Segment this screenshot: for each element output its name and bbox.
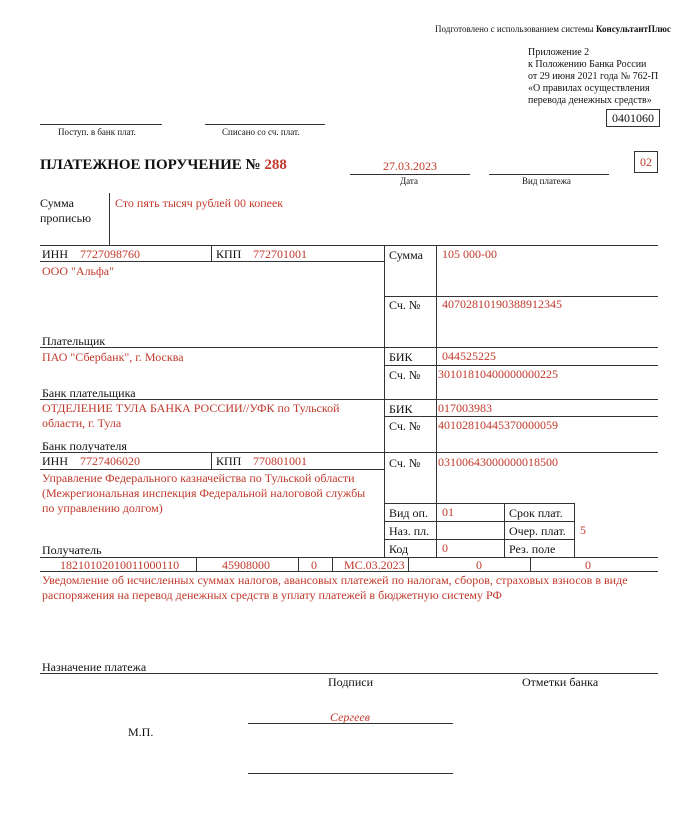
payee-inn-label: ИНН xyxy=(42,454,68,468)
payee-bik-label: БИК xyxy=(389,402,413,416)
payment-type-line xyxy=(489,174,609,175)
amount-words-value: Сто пять тысяч рублей 00 копеек xyxy=(115,196,284,210)
grid-line xyxy=(384,365,658,366)
date-label: Дата xyxy=(400,176,418,186)
payment-type-label: Вид платежа xyxy=(522,176,571,186)
payer-bank-label: Банк плательщика xyxy=(42,386,136,400)
grid-line xyxy=(384,539,574,540)
form-code: 0401060 xyxy=(606,109,660,127)
payee-bank-account: 40102810445370000059 xyxy=(438,418,558,432)
grid-col-divider xyxy=(574,503,575,557)
payer-kpp-label: КПП xyxy=(216,247,242,261)
payer-name: ООО "Альфа" xyxy=(42,264,115,278)
reserve-label: Рез. поле xyxy=(509,542,556,556)
payee-bank-name: ОТДЕЛЕНИЕ ТУЛА БАНКА РОССИИ//УФК по Тульской области, г. Тула xyxy=(42,401,340,430)
appendix-line: Приложение 2 xyxy=(528,47,590,58)
grid-col-divider xyxy=(211,245,212,261)
signature-line-1 xyxy=(248,723,453,724)
op-type: 01 xyxy=(442,505,454,519)
amount-words-label xyxy=(40,196,91,226)
grid-line xyxy=(40,347,658,348)
payer-kpp: 772701001 xyxy=(253,247,307,261)
purpose-label: Назначение платежа xyxy=(42,660,147,674)
payee-account-label: Сч. № xyxy=(389,456,421,470)
sum-value: 105 000-00 xyxy=(442,247,497,261)
status-code: 02 xyxy=(634,151,658,173)
payer-bank-account: 30101810400000000225 xyxy=(438,367,558,381)
payer-account-label: Сч. № xyxy=(389,298,421,312)
date-line xyxy=(350,174,470,175)
grid-col-divider xyxy=(504,503,505,557)
title-text: ПЛАТЕЖНОЕ ПОРУЧЕНИЕ № xyxy=(40,157,265,173)
code-value: 0 xyxy=(442,541,448,555)
payee-kpp-label: КПП xyxy=(216,454,242,468)
appendix-line: к Положению Банка России xyxy=(528,59,647,70)
signatures-label: Подписи xyxy=(328,675,374,689)
payer-bank-name: ПАО "Сбербанк", г. Москва xyxy=(42,350,184,364)
budget-divider xyxy=(298,557,299,571)
amount-words-label-line1: Сумма xyxy=(40,196,74,210)
budget-kbk: 18210102010011000110 xyxy=(60,558,180,572)
purpose-code-label: Наз. пл. xyxy=(389,524,430,538)
stamp-label: М.П. xyxy=(128,725,154,739)
grid-col-divider xyxy=(436,245,437,557)
grid-col-divider xyxy=(211,452,212,469)
payee-kpp: 770801001 xyxy=(253,454,307,468)
order-number: 288 xyxy=(264,157,287,173)
bank-marks-label: Отметки банка xyxy=(522,675,599,689)
payer-account: 40702810190388912345 xyxy=(442,297,562,311)
budget-divider xyxy=(408,557,409,571)
grid-line xyxy=(384,296,436,297)
grid-line xyxy=(384,521,574,522)
op-type-label: Вид оп. xyxy=(389,506,428,520)
priority-label: Очер. плат. xyxy=(509,524,566,538)
payer-inn: 7727098760 xyxy=(80,247,140,261)
consultant-note xyxy=(435,24,671,34)
grid-line xyxy=(40,452,658,453)
budget-divider xyxy=(196,557,197,571)
budget-doc-date: 0 xyxy=(585,558,591,572)
grid-col-divider xyxy=(384,245,385,557)
order-date: 27.03.2023 xyxy=(383,159,437,173)
payee-account: 03100643000000018500 xyxy=(438,455,558,469)
signature: Сергеев xyxy=(330,710,370,724)
term-label: Срок плат. xyxy=(509,506,563,520)
budget-divider xyxy=(332,557,333,571)
budget-basis: 0 xyxy=(311,558,317,572)
received-line xyxy=(40,124,162,125)
appendix-line: «О правилах осуществления xyxy=(528,83,650,94)
purpose-text: Уведомление об исчисленных суммах налогов, авансовых платежей по налогам, сборов, страховых взносов в виде распоряжения на перевод денежных средств в уплату платежей в бюджетную систему РФ xyxy=(42,573,628,602)
debited-label: Списано со сч. плат. xyxy=(222,127,300,137)
payer-inn-label: ИНН xyxy=(42,247,68,261)
amount-words-divider xyxy=(109,193,110,245)
consultant-prefix: Подготовлено с использованием системы xyxy=(435,24,596,34)
budget-period: МС.03.2023 xyxy=(344,558,405,572)
grid-line xyxy=(384,416,658,417)
consultant-brand: КонсультантПлюс xyxy=(595,24,671,34)
budget-doc-number: 0 xyxy=(476,558,482,572)
payee-inn: 7727406020 xyxy=(80,454,140,468)
payee-name: Управление Федерального казначейства по Тульской области (Межрегиональная инспекция Федеральной налоговой службы по управлению долгом) xyxy=(42,471,366,515)
priority: 5 xyxy=(580,523,586,537)
payer-label: Плательщик xyxy=(42,334,106,348)
sum-label: Сумма xyxy=(389,248,423,262)
budget-divider xyxy=(530,557,531,571)
received-label: Поступ. в банк плат. xyxy=(58,127,136,137)
grid-line xyxy=(384,503,574,504)
code-label: Код xyxy=(389,542,409,556)
payee-label: Получатель xyxy=(42,543,102,557)
amount-words-label-line2: прописью xyxy=(40,211,92,225)
grid-line xyxy=(40,245,658,246)
signature-line-2 xyxy=(248,773,453,774)
payer-bik: 044525225 xyxy=(442,349,496,363)
payee-bank-label: Банк получателя xyxy=(42,439,127,453)
grid-line xyxy=(40,469,384,470)
appendix-line: перевода денежных средств» xyxy=(528,95,652,106)
debited-line xyxy=(205,124,325,125)
budget-oktmo: 45908000 xyxy=(222,558,270,572)
payer-bank-account-label: Сч. № xyxy=(389,368,421,382)
appendix-line: от 29 июня 2021 года № 762-П xyxy=(528,71,659,82)
grid-line xyxy=(40,673,658,674)
appendix-note xyxy=(528,47,658,107)
payee-bank-account-label: Сч. № xyxy=(389,419,421,433)
page-title xyxy=(40,157,287,174)
payee-bik: 017003983 xyxy=(438,401,492,415)
payer-bik-label: БИК xyxy=(389,350,413,364)
